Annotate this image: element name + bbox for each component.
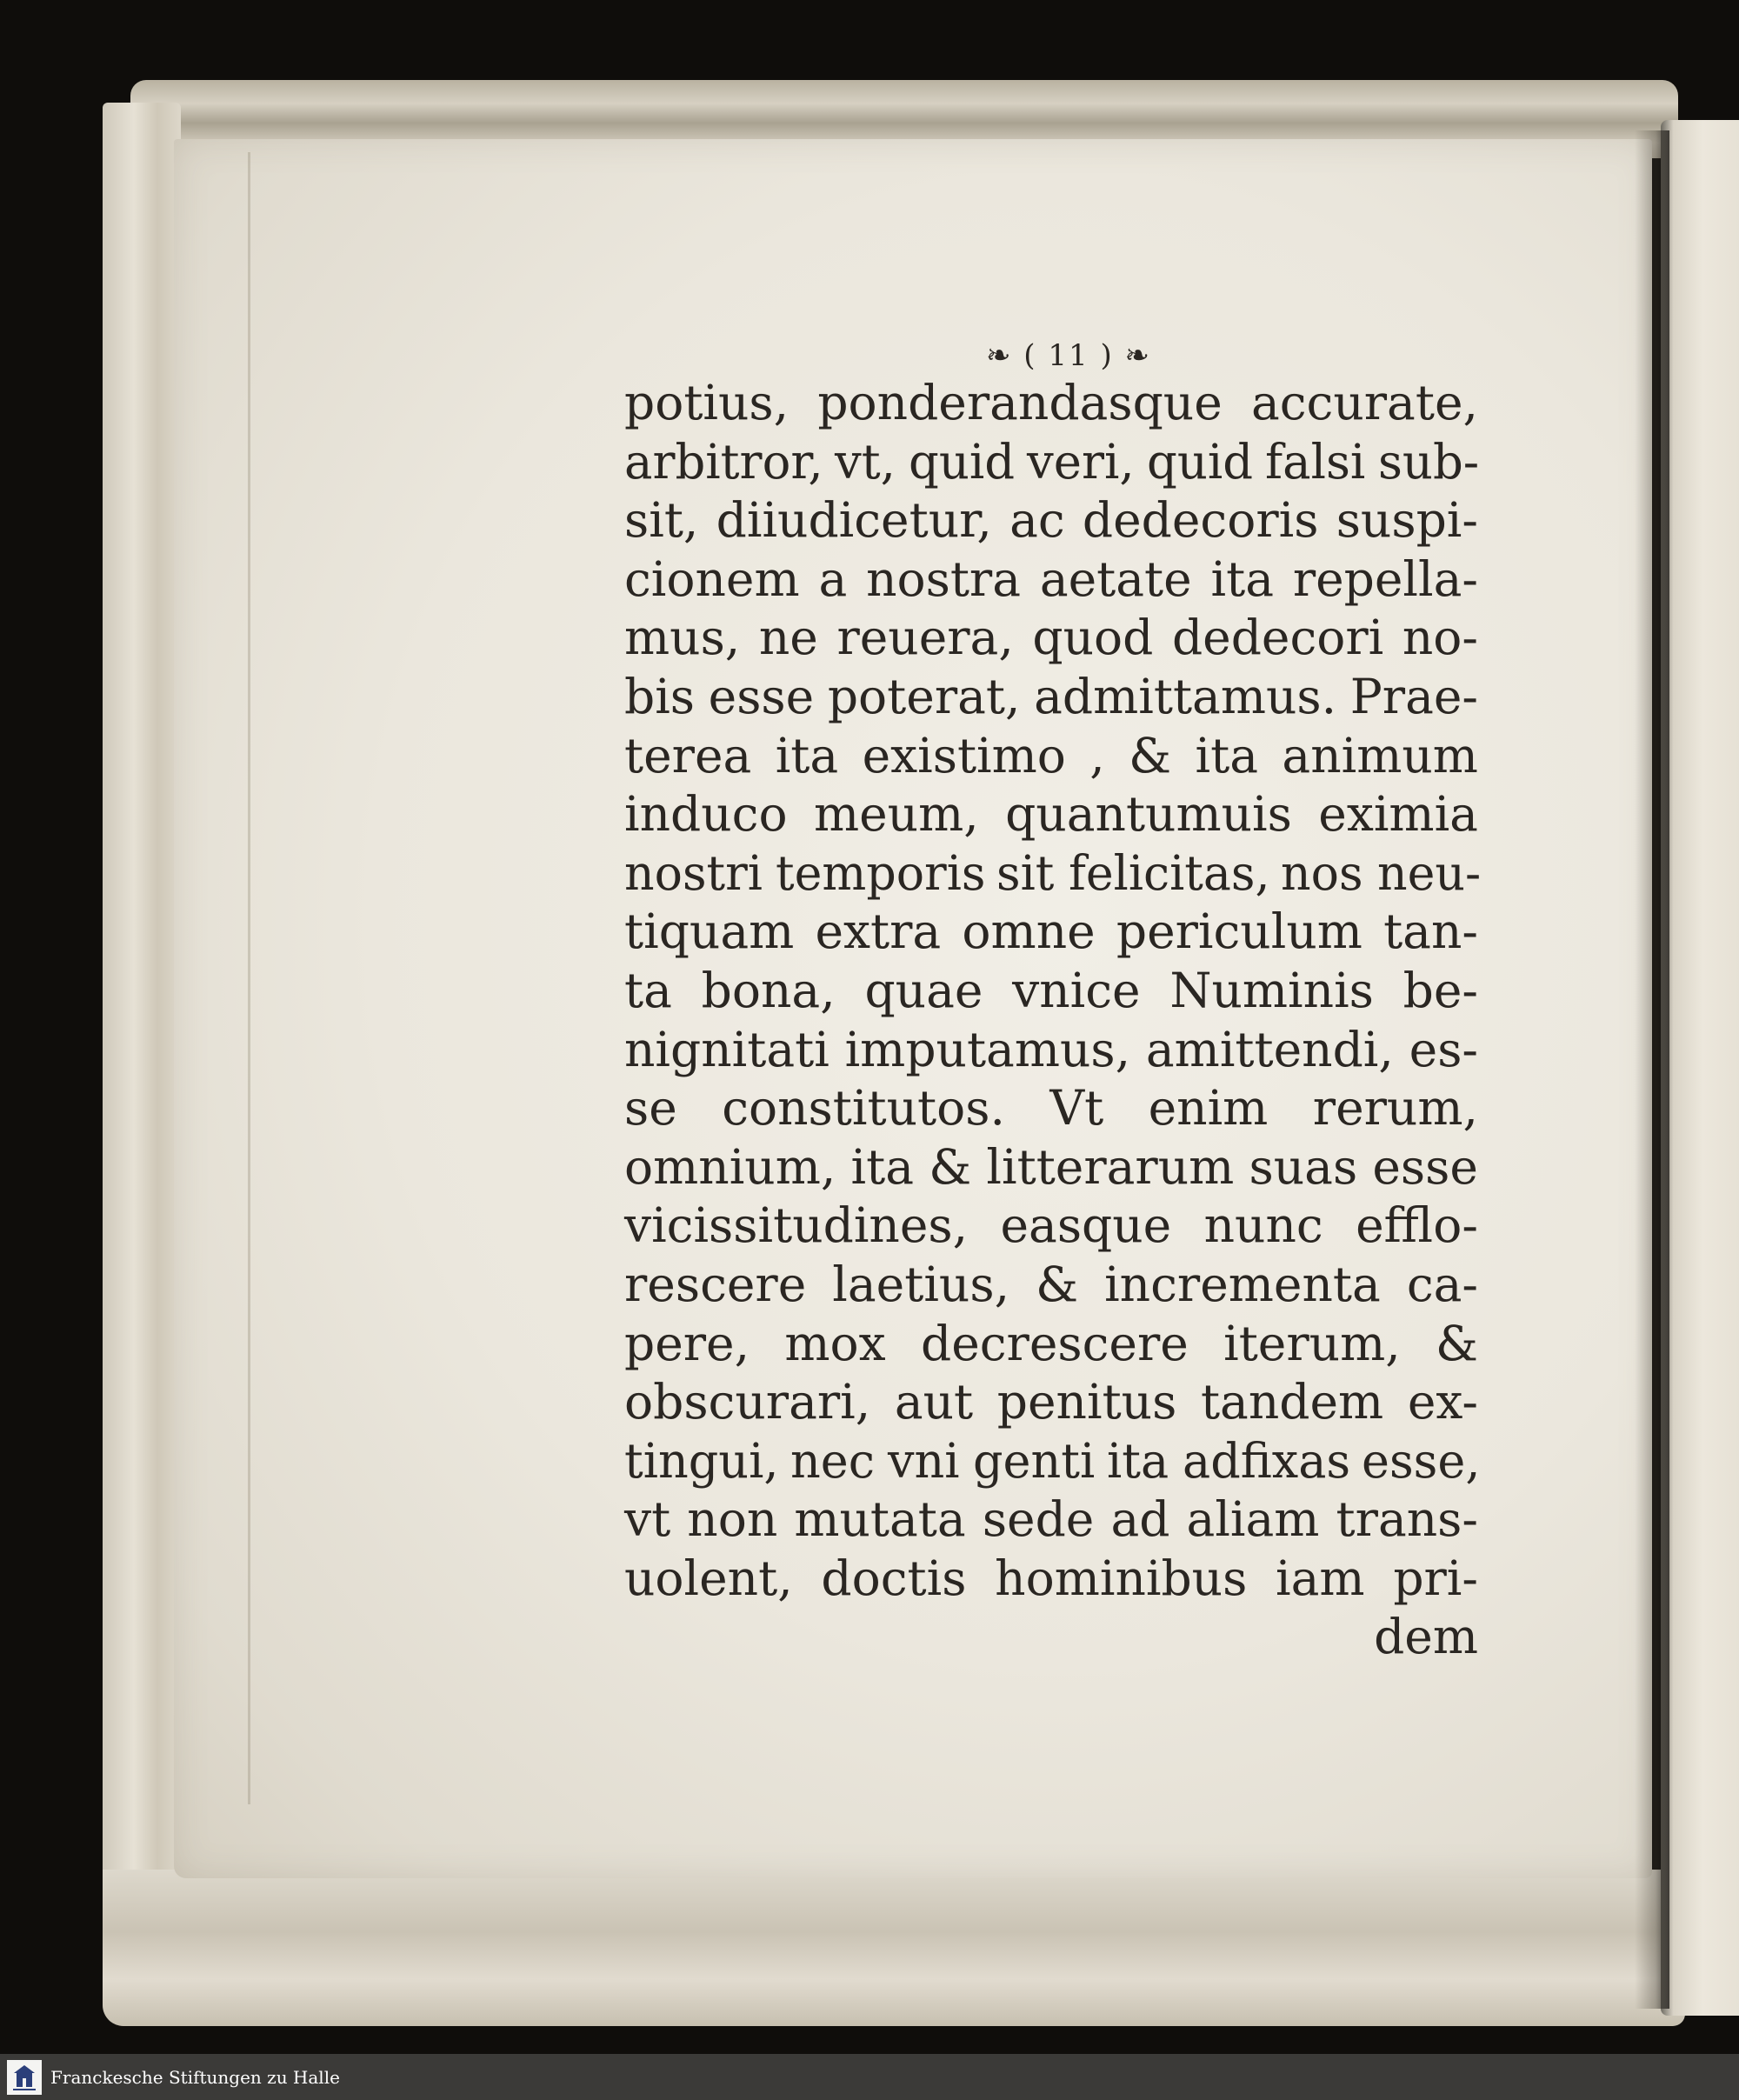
- word: quod: [1032, 610, 1154, 666]
- word: Numinis: [1169, 962, 1374, 1018]
- text-line: [624, 491, 1478, 550]
- word: sit: [996, 844, 1054, 901]
- word: imputamus,: [844, 1021, 1131, 1077]
- word: constitutos.: [722, 1080, 1005, 1137]
- page-fold-line: [248, 152, 250, 1804]
- word: induco: [624, 786, 788, 843]
- word: tingui,: [624, 1432, 779, 1489]
- word: nostra: [866, 550, 1022, 607]
- word: ponderandasque: [817, 375, 1223, 430]
- word: extra: [815, 903, 942, 960]
- text-line: [624, 1315, 1478, 1374]
- word: easque: [1000, 1197, 1172, 1254]
- word: adfixas: [1182, 1432, 1350, 1489]
- word: litterarum: [986, 1138, 1235, 1195]
- word: cionem: [624, 550, 800, 607]
- word: trans-: [1336, 1491, 1478, 1548]
- word: omnium,: [624, 1138, 836, 1195]
- word: meum,: [813, 786, 979, 843]
- word: veri,: [1026, 433, 1135, 490]
- text-line: [624, 903, 1478, 962]
- word: bis: [624, 668, 696, 724]
- word: quid: [1146, 433, 1254, 490]
- institution-name: Franckesche Stiftungen zu Halle: [50, 2066, 340, 2088]
- word: sub-: [1377, 433, 1480, 490]
- word: sit,: [624, 492, 699, 549]
- text-line: [624, 844, 1481, 903]
- word: pri-: [1393, 1550, 1478, 1606]
- word: arbitror,: [624, 433, 823, 490]
- page-stack-left-edge: [103, 103, 181, 1981]
- word: poterat,: [827, 668, 1021, 724]
- word: esse: [1372, 1138, 1478, 1195]
- word: nunc: [1203, 1197, 1323, 1254]
- catchword: dem: [1374, 1609, 1478, 1665]
- word: esse,: [1361, 1432, 1481, 1489]
- word: ca-: [1406, 1256, 1478, 1312]
- text-line: [624, 1079, 1478, 1138]
- word: efflo-: [1356, 1197, 1478, 1254]
- text-line: [624, 668, 1478, 727]
- word: nignitati: [624, 1021, 830, 1077]
- word: dedecori: [1171, 610, 1384, 666]
- building-icon: [11, 2063, 37, 2092]
- page-stack-bottom-edge: [103, 1870, 1685, 2026]
- text-line: [624, 785, 1478, 844]
- text-line: [624, 1021, 1478, 1080]
- page-text-block: [624, 338, 1481, 1667]
- word: incrementa: [1104, 1256, 1381, 1312]
- word: suspi-: [1336, 492, 1478, 549]
- word: &: [1436, 1315, 1478, 1371]
- word: penitus: [996, 1374, 1177, 1430]
- word: non: [687, 1491, 778, 1548]
- word: ita: [1210, 550, 1275, 607]
- word: dedecoris: [1082, 492, 1319, 549]
- word: hominibus: [995, 1550, 1248, 1606]
- word: bona,: [701, 962, 836, 1018]
- word: esse: [708, 668, 815, 724]
- word: obscurari,: [624, 1374, 871, 1430]
- text-line: [624, 1550, 1478, 1609]
- word: felicitas,: [1068, 844, 1270, 901]
- word: rerum,: [1312, 1080, 1478, 1137]
- word: quae: [864, 962, 983, 1018]
- word: terea: [624, 727, 752, 783]
- text-line: [624, 374, 1478, 433]
- word: decrescere: [920, 1315, 1189, 1371]
- word: aut: [894, 1374, 974, 1430]
- facing-page-edge: [1661, 120, 1739, 2016]
- word: laetius,: [832, 1256, 1010, 1312]
- word: uolent,: [624, 1550, 793, 1606]
- word: doctis: [821, 1550, 967, 1606]
- word: animum: [1282, 727, 1478, 783]
- text-line: [624, 1432, 1481, 1491]
- word: ad: [1110, 1491, 1170, 1548]
- institution-logo: [7, 2060, 42, 2095]
- text-line: [624, 1138, 1478, 1197]
- word: ne: [758, 610, 818, 666]
- word: repella-: [1292, 550, 1478, 607]
- word: se: [624, 1080, 677, 1137]
- word: potius,: [624, 375, 790, 430]
- word: ita: [850, 1138, 915, 1195]
- word: es-: [1409, 1021, 1478, 1077]
- word: nec: [790, 1432, 875, 1489]
- word: nostri: [624, 844, 763, 901]
- word: a: [818, 550, 848, 607]
- word: falsi: [1265, 433, 1366, 490]
- word: ac: [1009, 492, 1065, 549]
- word: no-: [1402, 610, 1478, 666]
- text-line: [624, 1197, 1478, 1256]
- text-line: [624, 609, 1478, 668]
- word: periculum: [1116, 903, 1363, 960]
- word: ita: [775, 727, 839, 783]
- word: be-: [1403, 962, 1478, 1018]
- word: tandem: [1200, 1374, 1384, 1430]
- word: tan-: [1383, 903, 1478, 960]
- text-line: [624, 433, 1478, 492]
- word: vni: [887, 1432, 960, 1489]
- word: aliam: [1186, 1491, 1320, 1548]
- word: accurate,: [1250, 375, 1478, 430]
- catchword-line: [624, 1608, 1478, 1667]
- word: rescere: [624, 1256, 807, 1312]
- word: enim: [1148, 1080, 1269, 1137]
- word: iam: [1276, 1550, 1365, 1606]
- gutter-shadow: [1635, 130, 1669, 2009]
- word: sede: [982, 1491, 1095, 1548]
- word: temporis: [775, 844, 985, 901]
- word: reuera,: [836, 610, 1014, 666]
- word: diiudicetur,: [716, 492, 992, 549]
- word: vicissitudines,: [624, 1197, 969, 1254]
- word: iterum,: [1223, 1315, 1401, 1371]
- word: mus,: [624, 610, 741, 666]
- text-line: [624, 1373, 1478, 1432]
- word: quid: [908, 433, 1015, 490]
- text-lines: [624, 374, 1481, 1608]
- word: existimo: [862, 727, 1066, 783]
- word: suas: [1249, 1138, 1358, 1195]
- word: mutata: [794, 1491, 966, 1548]
- text-line: [624, 1256, 1478, 1315]
- word: tiquam: [624, 903, 795, 960]
- word: &: [929, 1138, 972, 1195]
- word: &: [1036, 1256, 1079, 1312]
- word: Vt: [1049, 1080, 1104, 1137]
- word: mox: [784, 1315, 886, 1371]
- word: admittamus.: [1034, 668, 1337, 724]
- word: Prae-: [1349, 668, 1478, 724]
- word: amittendi,: [1145, 1021, 1394, 1077]
- page-number-header: ❧ ( 11 ) ❧: [986, 338, 1151, 373]
- word: ,: [1089, 727, 1105, 783]
- word: ita: [1195, 727, 1259, 783]
- word: ex-: [1407, 1374, 1478, 1430]
- word: ita: [1107, 1432, 1169, 1489]
- text-line: [624, 550, 1478, 610]
- word: pere,: [624, 1315, 750, 1371]
- text-line: [624, 1490, 1478, 1550]
- word: aetate: [1039, 550, 1192, 607]
- word: neu-: [1376, 844, 1481, 901]
- text-line: [624, 727, 1478, 786]
- word: vt,: [834, 433, 896, 490]
- word: genti: [972, 1432, 1095, 1489]
- viewer-footer: [0, 2054, 1739, 2100]
- word: nos: [1281, 844, 1363, 901]
- word: vnice: [1012, 962, 1141, 1018]
- text-line: [624, 962, 1478, 1021]
- word: ta: [624, 962, 672, 1018]
- word: eximia: [1318, 786, 1478, 843]
- word: vt: [624, 1491, 671, 1548]
- word: omne: [962, 903, 1096, 960]
- word: &: [1129, 727, 1172, 783]
- word: quantumuis: [1005, 786, 1292, 843]
